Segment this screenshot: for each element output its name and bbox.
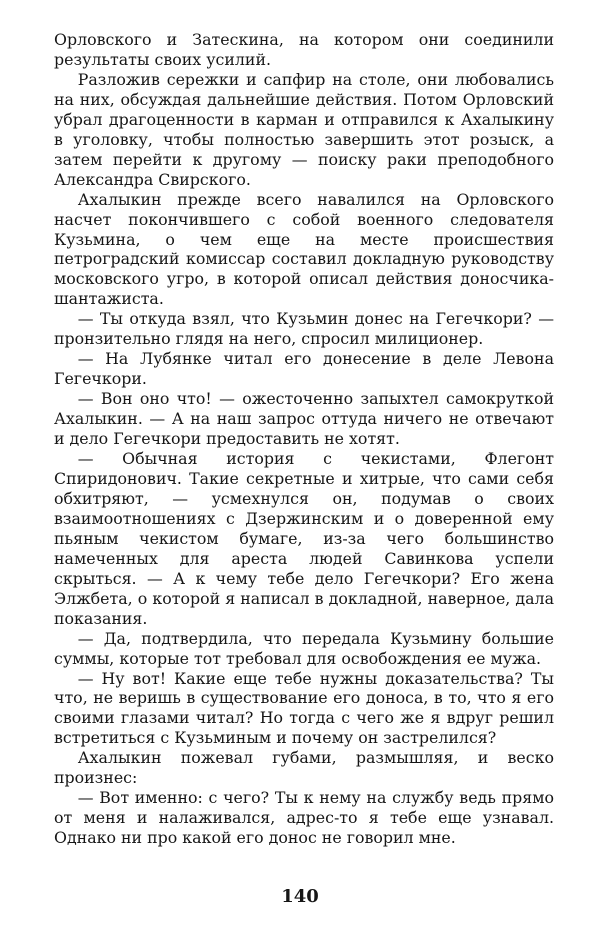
page-number: 140 [281, 886, 319, 907]
paragraph: Ахалыкин пожевал губами, размышляя, и веско произнес: [54, 748, 554, 788]
paragraph: — Ты откуда взял, что Кузьмин донес на Гегечкори? — пронзительно глядя на него, спросил милиционер. [54, 309, 554, 349]
paragraph: — Обычная история с чекистами, Флегонт Спиридонович. Такие секретные и хитрые, что сами себя обхитряют, — усмехнулся он, подумав о своих взаимоотношениях с Дзержинским и о доверенной ему пьяным чекистом бумаге, из-за чего большинство намеченных для ареста людей Савинкова успели скрыться. — А к чему тебе дело Гегечкори? Его жена Элжбета, о которой я написал в докладной, наверное, дала показания. [54, 449, 554, 628]
paragraph: — На Лубянке читал его донесение в деле Левона Гегечкори. [54, 349, 554, 389]
paragraph: — Вот именно: с чего? Ты к нему на службу ведь прямо от меня и налаживался, адрес-то я тебе еще узнавал. Однако ни про какой его донос не говорил мне. [54, 788, 554, 848]
paragraph: Ахалыкин прежде всего навалился на Орловского насчет покончившего с собой военного следователя Кузьмина, о чем еще на месте происшествия петроградский комиссар составил докладную руководству московского угро, в которой описал действия доносчика-шантажиста. [54, 189, 554, 309]
paragraph: — Вон оно что! — ожесточенно запыхтел самокруткой Ахалыкин. — А на наш запрос оттуда ничего не отвечают и дело Гегечкори предоставить не хотят. [54, 389, 554, 449]
body-text [54, 30, 554, 848]
paragraph: Разложив сережки и сапфир на столе, они любовались на них, обсуждая дальнейшие действия. Потом Орловский убрал драгоценности в карман и отправился к Ахалыкину в уголовку, чтобы полностью завершить этот розыск, а затем перейти к другому — поиску раки преподобного Александра Свирского. [54, 69, 554, 189]
paragraph: Орловского и Затескина, на котором они соединили результаты своих усилий. [54, 30, 554, 69]
paragraph: — Да, подтвердила, что передала Кузьмину большие суммы, которые тот требовал для освобождения ее мужа. [54, 628, 554, 668]
paragraph: — Ну вот! Какие еще тебе нужны доказательства? Ты что, не веришь в существование его доноса, в то, что я его своими глазами читал? Но тогда с чего же я вдруг решил встретиться с Кузьминым и почему он застрелился? [54, 668, 554, 748]
